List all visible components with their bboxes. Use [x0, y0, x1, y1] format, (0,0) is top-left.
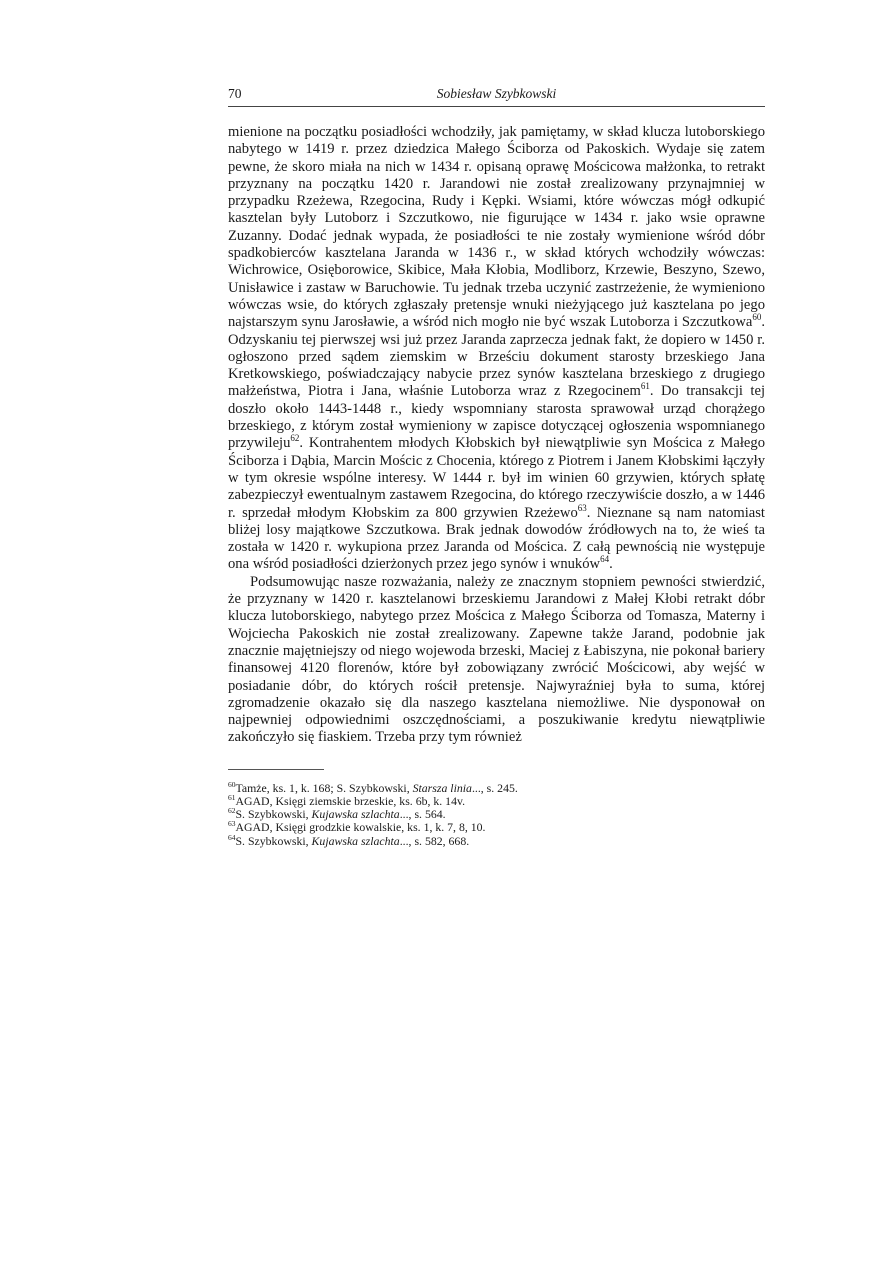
footnote-number: 61	[228, 792, 236, 802]
footnote-text: ..., s. 245.	[471, 780, 518, 795]
running-header	[228, 84, 765, 107]
text-segment: . Do transakcji tej doszło około 1443-1448 r., kiedy wspomniany starosta sprawował urząd chorążego brzeskiego, z którym został wymieniony w zapisce dotyczącej ogłoszenia wspomnianego przywileju	[228, 383, 765, 452]
footnote-ref-61: 61	[640, 381, 650, 392]
footnote-64	[228, 832, 765, 848]
page-number: 70	[228, 86, 242, 101]
footnote-text: ..., s. 582, 668.	[399, 833, 470, 848]
footnote-text: S. Szybkowski,	[235, 807, 312, 822]
footnote-text: AGAD, Księgi grodzkie kowalskie, ks. 1, k. 7, 8, 10.	[235, 820, 486, 835]
footnote-ref-60: 60	[752, 312, 762, 323]
body-text	[228, 124, 765, 747]
running-title: Sobiesław Szybkowski	[436, 86, 557, 101]
footnote-text: S. Szybkowski,	[235, 833, 312, 848]
footnote-title: Starsza linia	[412, 780, 472, 795]
text-segment: .	[609, 556, 613, 573]
paragraph-2: Podsumowując nasze rozważania, należy ze znacznym stopniem pewności stwierdzić, że przyznany w 1420 r. kasztelanowi brzeskiemu Jarandowi z Małej Kłobi retrakt dóbr klucza lutoborskiego, nabytego przez Mościca z Małego Ściborza od Tomasza, Materny i Wojciecha Pakoskich nie został zrealizowany. Zapewne także Jarand, podobnie jak znacznie majętniejszy od niego wojewoda brzeski, Maciej z Łabiszyna, nie pokonał bariery finansowej 4120 florenów, które był zobowiązany zwrócić Mościcowi, aby wejść w posiadanie dóbr, do których rościł pretensje. Najwyraźniej była to suma, której zgromadzenie okazało się dla naszego kasztelana niemożliwe. Nie dysponował on najpewniej odpowiednimi oszczędnościami, a poszukiwanie kredytu niewątpliwie zakończyło się fiaskiem. Trzeba przy tym również	[228, 573, 765, 746]
footnote-number: 62	[228, 806, 236, 816]
text-segment: mienione na początku posiadłości wchodziły, jak pamiętamy, w skład klucza lutoborskiego nabytego w 1419 r. przez dziedzica Małego Ściborza od Pakoskich. Wydaje się zatem pewne, że skoro miała na nich w 1434 r. opisaną oprawę Mościcowa małżonka, to retrakt przyznany na początku 1420 r. Jarandowi nie został zrealizowany przynajmniej w przypadku Rzeżewa, Rzegocina, Rudy i Kępki. Wsiami, które wówczas mógł odkupić kasztelan były Lutoborz i Szczutkowo, nie figurujące w 1434 r. jako wsie oprawne Zuzanny. Dodać jednak wypada, że posiadłości te nie zostały wymienione wśród dóbr spadkobierców kasztelana Jaranda w 1436 r., w skład których wchodziły wówczas: Wichrowice, Osięborowice, Skibice, Mała Kłobia, Modliborz, Krzewie, Beszyno, Szewo, Unisławice i zastaw w Baruchowie. Tu jednak trzeba uczynić zastrzeżenie, że wymieniono wówczas wsie, do których zgłaszały pretensje wnuki nieżyjącego już kasztelana po jego najstarszym synu Jarosławie, a wśród nich mogło nie być wszak Lutoborza i Szczutkowa	[228, 124, 765, 331]
footnote-title: Kujawska szlachta	[311, 833, 400, 848]
page	[228, 84, 765, 848]
footnote-divider	[228, 769, 324, 770]
footnote-number: 60	[228, 779, 236, 789]
footnote-number: 64	[228, 832, 236, 842]
text-segment: . Odzyskaniu tej pierwszej wsi już przez Jaranda zaprzecza jednak fakt, że dopiero w 1450 r. ogłoszono przed sądem ziemskim w Brześciu dokument starosty brzeskiego Jana Kretkowskiego, poświadczający nabycie przez synów kasztelana brzeskiego z drugiego małżeństwa, Piotra i Jana, właśnie Lutoborza wraz z Rzegocinem	[228, 314, 765, 400]
footnote-ref-63: 63	[577, 502, 587, 513]
footnote-number: 63	[228, 819, 236, 829]
text-segment: . Kontrahentem młodych Kłobskich był niewątpliwie syn Mościca z Małego Ściborza i Dąbia, Marcin Mościc z Chocenia, którego z Piotrem i Janem Kłobskimi łączyły w tym okresie wspólne interesy. W 1444 r. był im winien 60 grzywien, których spłatę zabezpieczył ewentualnym zastawem Rzegocina, do którego rzeczywiście doszło, a w 1446 r. sprzedał młodym Kłobskim za 800 grzywien Rzeżewo	[228, 435, 765, 521]
text-segment: . Nieznane są nam natomiast bliżej losy majątkowe Szczutkowa. Brak jednak dowodów źródłowych na to, że wieś ta została w 1420 r. wykupiona przez Jaranda od Mościca. Z całą pewnością nie występuje ona wśród posiadłości dzierżonych przez jego synów i wnuków	[228, 504, 765, 573]
footnotes	[228, 779, 765, 848]
footnote-title: Kujawska szlachta	[311, 807, 400, 822]
footnote-text: ..., s. 564.	[399, 807, 446, 822]
paragraph-1	[228, 124, 765, 574]
footnote-text: Tamże, ks. 1, k. 168; S. Szybkowski,	[235, 780, 413, 795]
footnote-text: AGAD, Księgi ziemskie brzeskie, ks. 6b, k. 14v.	[235, 793, 466, 808]
footnote-ref-62: 62	[290, 433, 300, 444]
footnote-ref-64: 64	[600, 554, 610, 565]
